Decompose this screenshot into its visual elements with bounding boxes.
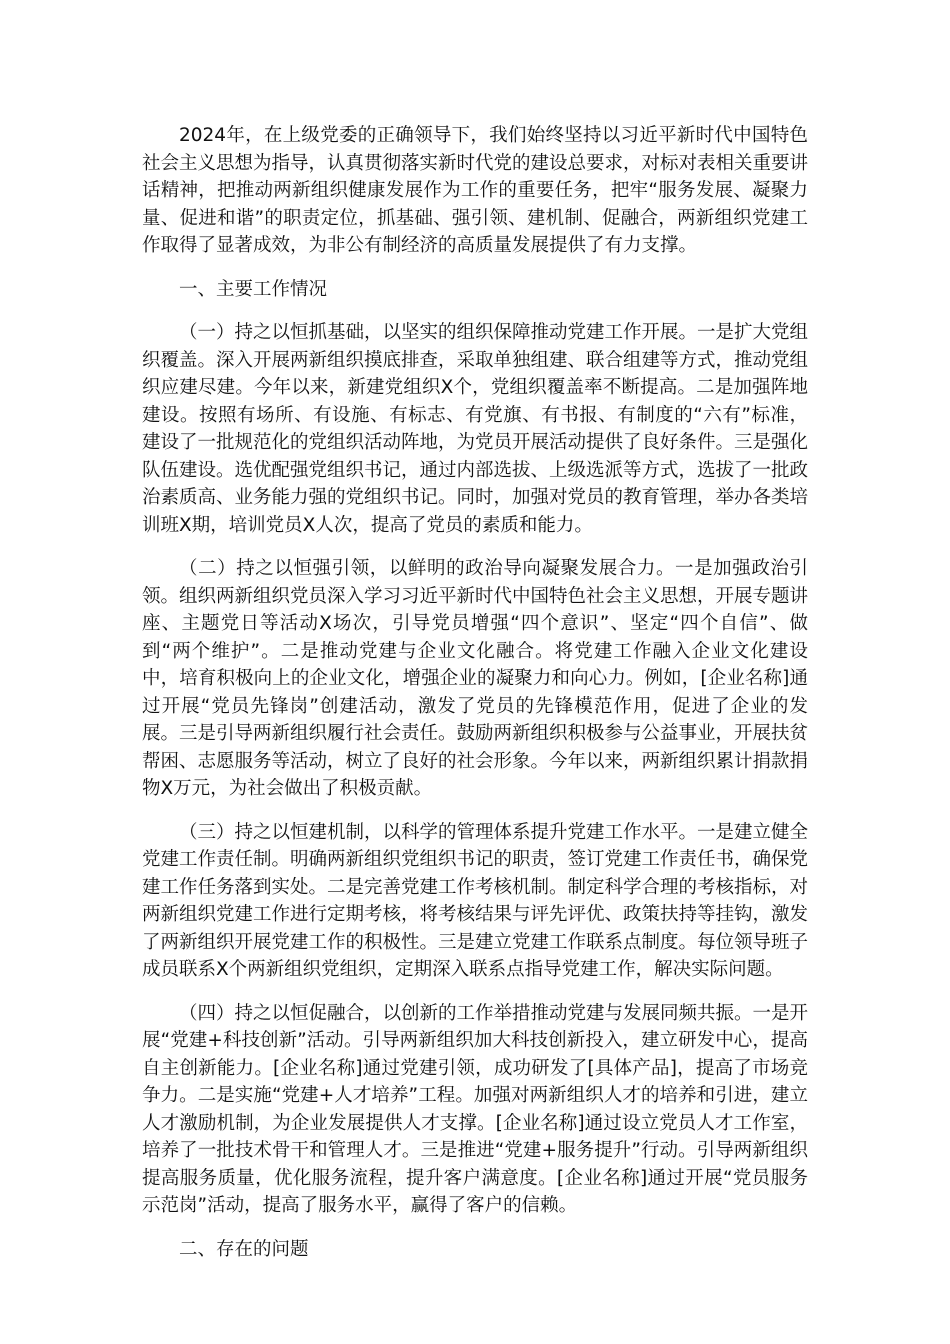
paragraph-integration: （四）持之以恒促融合，以创新的工作举措推动党建与发展同频共振。一是开展“党建+科技创新”活动。引导两新组织加大科技创新投入，建立研发中心，提高自主创新能力。[企业名称]通过党建引领，成功研发了[具体产品]，提高了市场竞争力。二是实施“党建+人才培养”工程。加强对两新组织人才的培养和引进，建立人才激励机制，为企业发展提供人才支撑。[企业名称]通过设立党员人才工作室，培养了一批技术骨干和管理人才。三是推进“党建+服务提升”行动。引导两新组织提高服务质量，优化服务流程，提升客户满意度。[企业名称]通过开展“党员服务示范岗”活动，提高了服务水平，赢得了客户的信赖。 [142, 1002, 809, 1216]
intro-paragraph: 2024年，在上级党委的正确领导下，我们始终坚持以习近平新时代中国特色社会主义思想为指导，认真贯彻落实新时代党的建设总要求，对标对表相关重要讲话精神，把推动两新组织健康发展作为工作的重要任务，把牢“服务发展、凝聚力量、促进和谐”的职责定位，抓基础、强引领、建机制、促融合，两新组织党建工作取得了显著成效，为非公有制经济的高质量发展提供了有力支撑。 [142, 125, 809, 256]
document-page [142, 122, 808, 1279]
paragraph-guidance: （二）持之以恒强引领，以鲜明的政治导向凝聚发展合力。一是加强政治引领。组织两新组织党员深入学习习近平新时代中国特色社会主义思想，开展专题讲座、主题党日等活动X场次，引导党员增强“四个意识”、坚定“四个自信”、做到“两个维护”。二是推动党建与企业文化融合。将党建工作融入企业文化建设中，培育积极向上的企业文化，增强企业的凝聚力和向心力。例如，[企业名称]通过开展“党员先锋岗”创建活动，激发了党员的先锋模范作用，促进了企业的发展。三是引导两新组织履行社会责任。鼓励两新组织积极参与公益事业，开展扶贫帮困、志愿服务等活动，树立了良好的社会形象。今年以来，两新组织累计捐款捐物X万元，为社会做出了积极贡献。 [142, 558, 809, 799]
paragraph-foundation: （一）持之以恒抓基础，以坚实的组织保障推动党建工作开展。一是扩大党组织覆盖。深入开展两新组织摸底排查，采取单独组建、联合组建等方式，推动党组织应建尽建。今年以来，新建党组织X个，党组织覆盖率不断提高。二是加强阵地建设。按照有场所、有设施、有标志、有党旗、有书报、有制度的“六有”标准，建设了一批规范化的党组织活动阵地，为党员开展活动提供了良好条件。三是强化队伍建设。选优配强党组织书记，通过内部选拔、上级选派等方式，选拔了一批政治素质高、业务能力强的党组织书记。同时，加强对党员的教育管理，举办各类培训班X期，培训党员X人次，提高了党员的素质和能力。 [142, 322, 809, 536]
paragraph-mechanism: （三）持之以恒建机制，以科学的管理体系提升党建工作水平。一是建立健全党建工作责任制。明确两新组织党组织书记的职责，签订党建工作责任书，确保党建工作任务落到实处。二是完善党建工作考核机制。制定科学合理的考核指标，对两新组织党建工作进行定期考核，将考核结果与评先评优、政策扶持等挂钩，激发了两新组织开展党建工作的积极性。三是建立党建工作联系点制度。每位领导班子成员联系X个两新组织党组织，定期深入联系点指导党建工作，解决实际问题。 [142, 821, 809, 980]
section-heading-main-work: 一、主要工作情况 [179, 278, 328, 300]
section-heading-problems: 二、存在的问题 [179, 1238, 309, 1260]
